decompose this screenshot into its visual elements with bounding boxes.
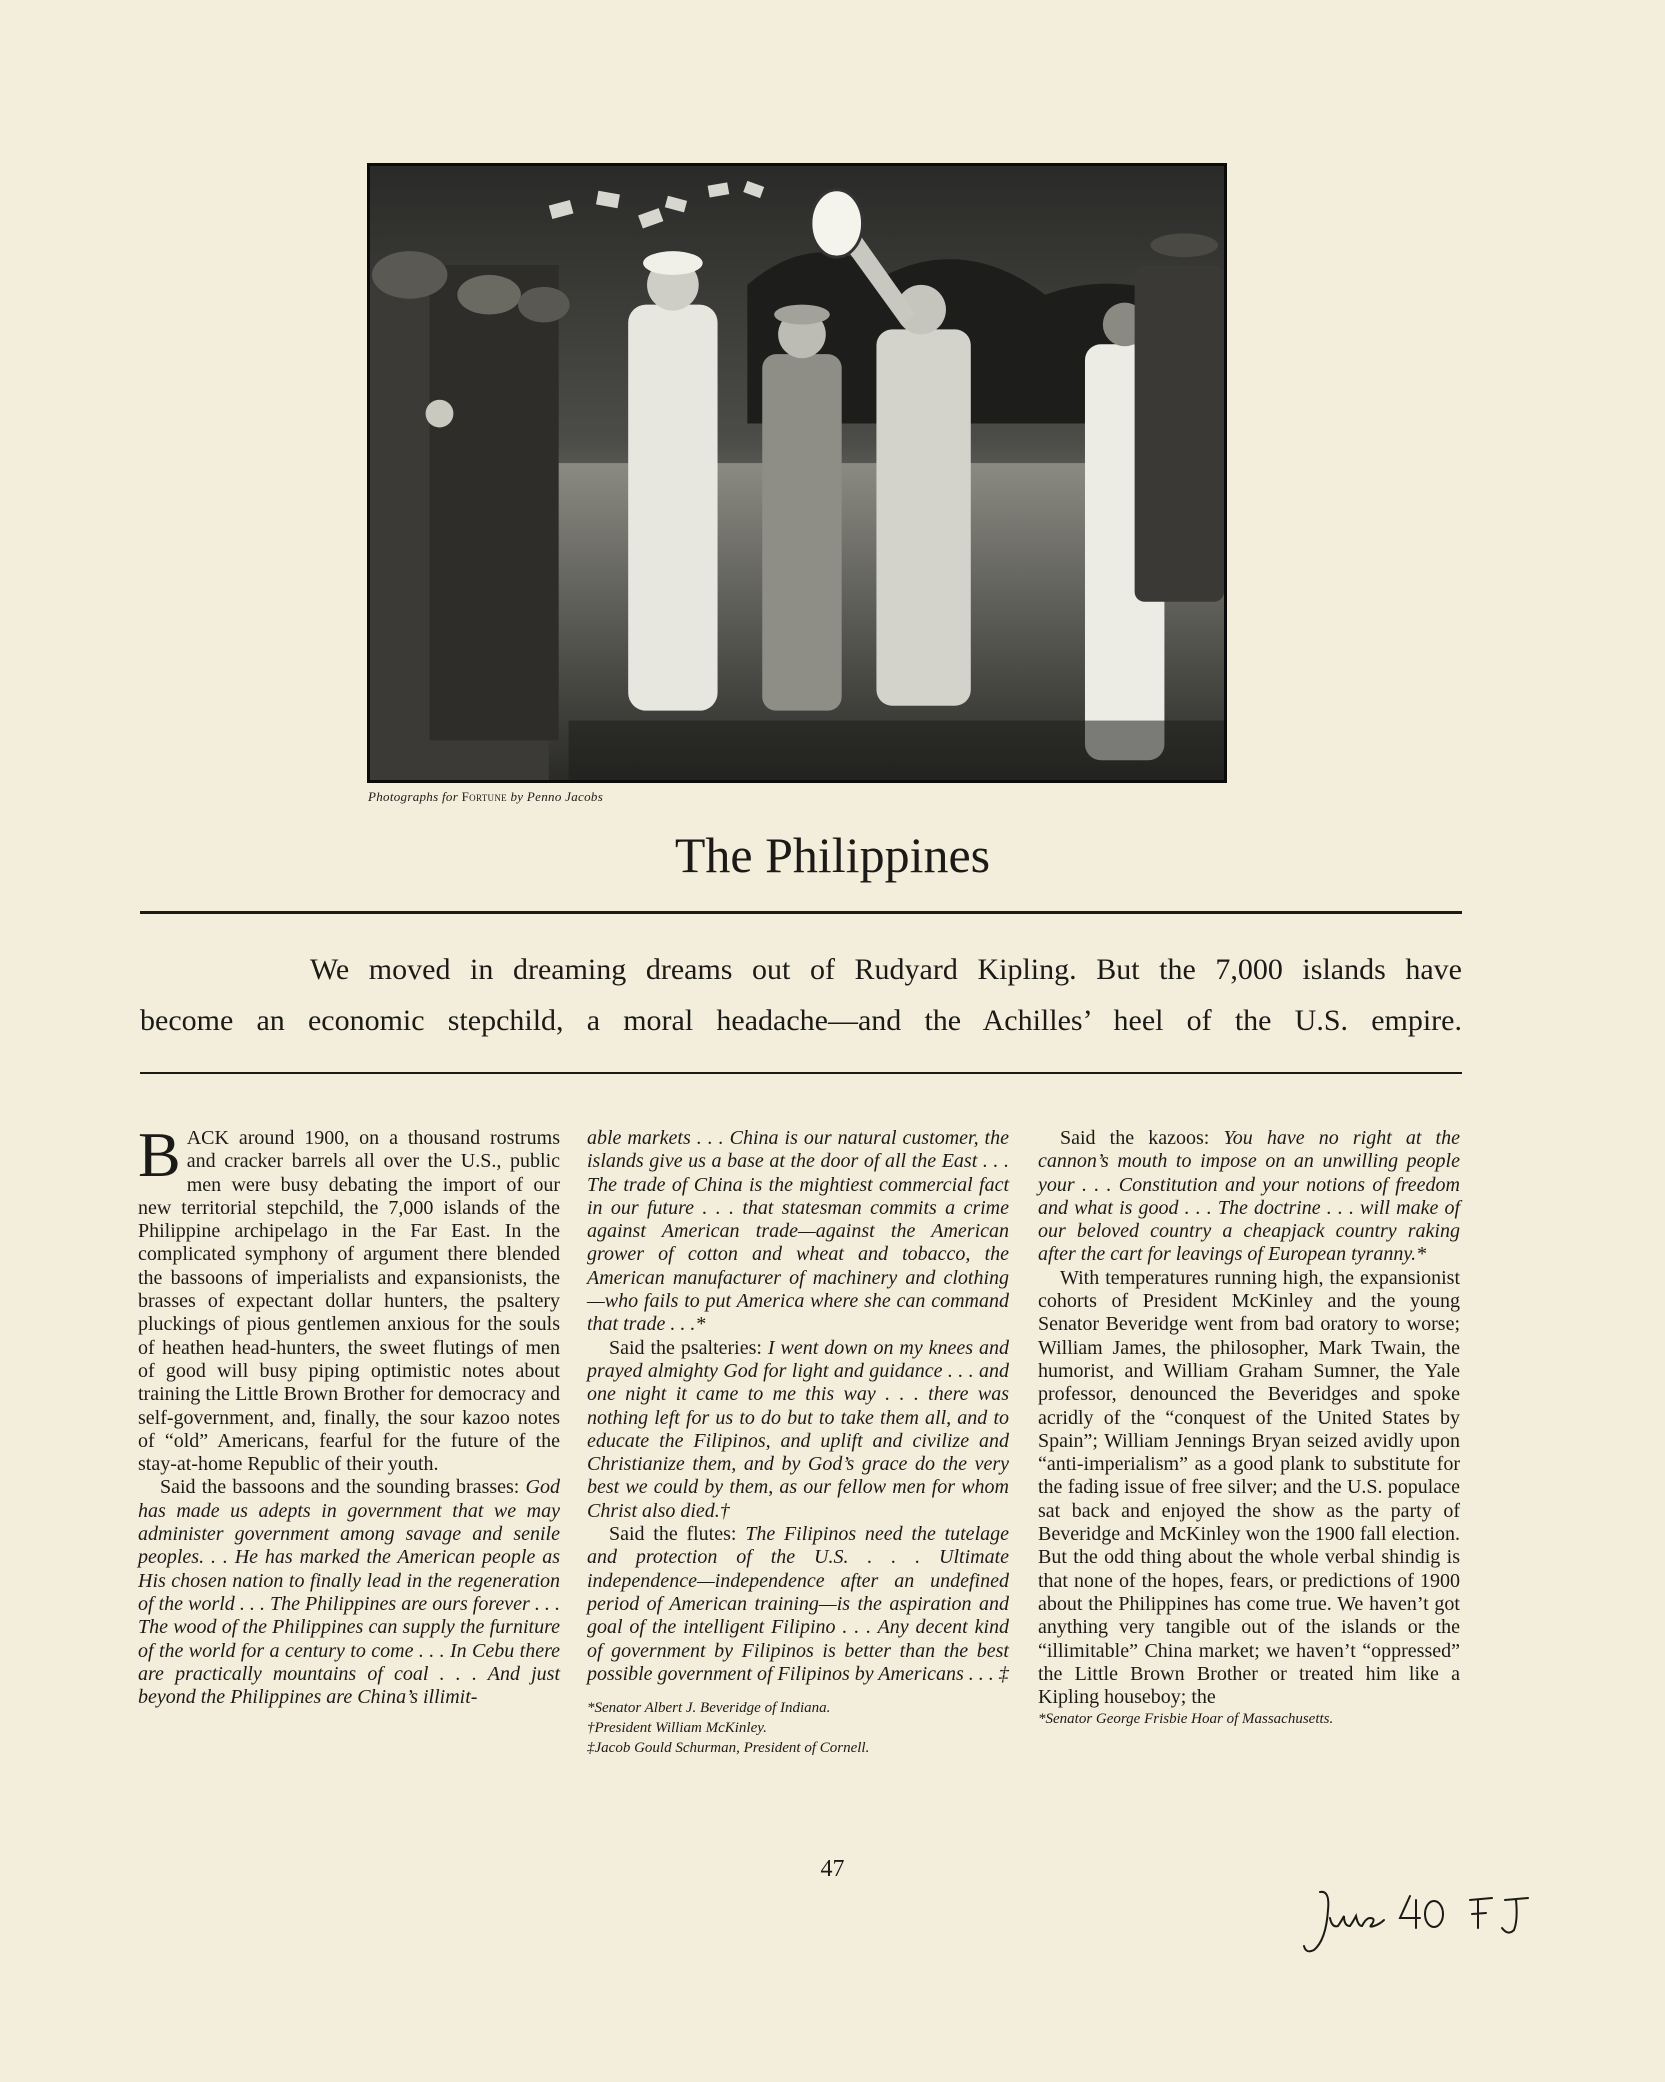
col2-paragraph-1: able markets . . . China is our natural customer, the islands give us a base at the door of all the East . . . The trade of China is the mightiest commercial fact in our future . . . that statesman commits a crime against American trade—against the American grower of cotton and wheat and tobacco, the American manufacturer of machinery and clothing—who fails to put America where she can command that trade . . .* [587, 1127, 1009, 1336]
dek-rule [140, 1072, 1462, 1074]
article-dek [140, 944, 1462, 1046]
photo-credit: Photographs for Fortune by Penno Jacobs [368, 789, 604, 804]
article-title: The Philippines [674, 827, 991, 883]
col1-paragraph-1: BACK around 1900, on a thousand rostrums and cracker barrels all over the U.S., public men were busy debating the import of our new territorial stepchild, the 7,000 islands of the Philippine archipelago in the Far East. In the complicated symphony of argument there blended the bassoons of imperialists and expansionists, the brasses of expectant dollar hunters, the psaltery pluckings of pious gentlemen anxious for the souls of heathen head-hunters, the sweet flutings of men of good will busy piping optimistic notes about training the Little Brown Brother for democracy and self-government, and, finally, the sour kazoo notes of “old” Americans, fearful for the future of the stay-at-home Republic of their youth. [138, 1119, 560, 1476]
parade-photograph [367, 163, 1227, 783]
col2-paragraph-2: Said the psalteries: I went down on my knees and prayed almighty God for light and guidance . . . and one night it came to me this way . . . there was nothing left for us to do but to take them all, and to educate the Filipinos, and uplift and civilize and Christianize them, and by God’s grace do the very best we could by them, as our fellow men for whom Christ also died.† [587, 1336, 1010, 1522]
text-column-2 [587, 1127, 1009, 1758]
dek-line-2: become an economic stepchild, a moral headache—and the Achilles’ heel of the U.S. empire. [140, 1004, 1462, 1037]
dek-line-1: We moved in dreaming dreams out of Rudyard Kipling. But the 7,000 islands have [310, 953, 1462, 986]
text-column-3 [1038, 1127, 1460, 1729]
handwriting-signature [1300, 1880, 1540, 1970]
col1-paragraph-2: Said the bassoons and the sounding brasses: God has made us adepts in government that we may administer government among savage and senile peoples. . . He has marked the American people as His chosen nation to finally lead in the regeneration of the world . . . The Philippines are ours forever . . . The wood of the Philippines can supply the furniture of the world for a century to come . . . In Cebu there are practically mountains of coal . . . And just beyond the Philippines are China’s illimit- [138, 1476, 560, 1709]
handwritten-note [1300, 1880, 1540, 1975]
page-number: 47 [820, 1856, 845, 1882]
title-rule [140, 911, 1462, 914]
footnote-2: †President William McKinley. [587, 1720, 767, 1737]
footnote-3: ‡Jacob Gould Schurman, President of Cornell. [587, 1740, 870, 1757]
col3-paragraph-2: With temperatures running high, the expansionist cohorts of President McKinley and the young Senator Beveridge went from bad oratory to worse; William James, the philosopher, Mark Twain, the humorist, and William Graham Sumner, the Yale professor, denounced the Beveridges and spoke acridly of the “conquest of the United States by Spain”; William Jennings Bryan seized avidly upon “anti-imperialism” as a good plank to substitute for the fading issue of free silver; and the U.S. populace sat back and enjoyed the show as the party of Beveridge and McKinley won the 1900 fall election. But the odd thing about the whole verbal shindig is that none of the hopes, fears, or predictions of 1900 about the Philippines has come true. We haven’t got anything very tangible out of the islands or the “illimitable” China market; we haven’t “oppressed” the Little Brown Brother or treated him like a Kipling houseboy; the [1038, 1266, 1460, 1709]
footnote-1: *Senator Albert J. Beveridge of Indiana. [587, 1700, 831, 1717]
photograph-illustration [370, 166, 1224, 780]
footnote-4: *Senator George Frisbie Hoar of Massachusetts. [1038, 1711, 1334, 1728]
col2-footnotes [587, 1698, 1009, 1758]
col2-paragraph-3: Said the flutes: The Filipinos need the tutelage and protection of the U.S. . . . Ultimate independence—independence after an undefined period of American training—is the aspiration and goal of the intelligent Filipino . . . Any decent kind of government by Filipinos is better than the best possible government of Filipinos by Americans . . . ‡ [587, 1523, 1009, 1685]
drop-cap: B [138, 1119, 181, 1190]
text-column-1 [138, 1119, 560, 1709]
col3-paragraph-1: Said the kazoos: You have no right at the cannon’s mouth to impose on an unwilling people your . . . Constitution and your notions of freedom and what is good . . . The doctrine . . . will make of our beloved country a cheapjack country raking after the cart for leavings of European tyranny.* [1038, 1127, 1460, 1266]
